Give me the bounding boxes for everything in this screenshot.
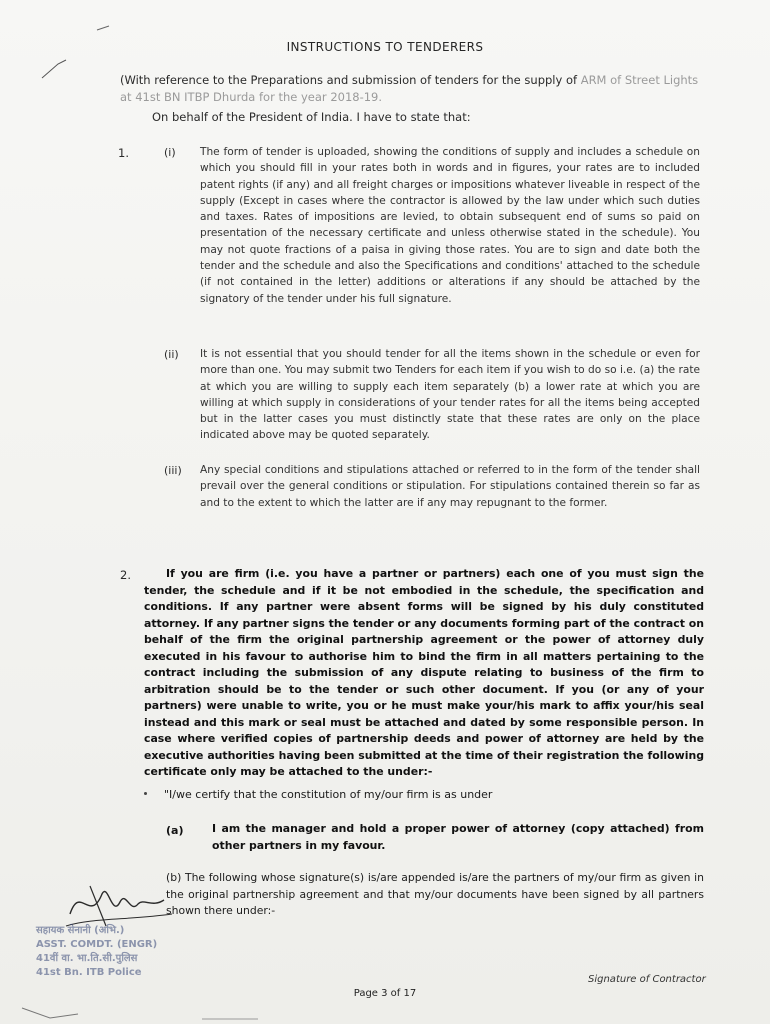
stamp-line: 41वीं वा. भा.ति.सी.पुलिस [36, 953, 138, 964]
intro-text: (With reference to the Preparations and submission of tenders for the supply of [120, 73, 581, 87]
scan-mark-icon [95, 22, 115, 34]
intro-reference [120, 72, 710, 106]
item-number: 2. [120, 568, 131, 582]
cert-a-label: (a) [166, 824, 184, 837]
clause-1-i-text: The form of tender is uploaded, showing the conditions of supply and includes a schedule on which you should fill in your rates both in words and in figures, your rates are to included patent rights (if any) and all freight charges or impositions whatever liveable in respect of the supply (Except in cases where the contractor is allowed by the law under which such duties and taxes. Rates of impositions are levied, to obtain subsequent end of sums so paid on presentation of the necessary certificate and unless otherwise stated in the schedule). You may not quote fractions of a paisa in giving those rates. You are to sign and date both the tender and the schedule and also the Specifications and conditions' attached to the schedule (if not contained in the letter) additions or alterations if any should be attached by the signatory of the tender under his full signature. [200, 146, 700, 305]
official-stamp [36, 924, 186, 980]
stamp-line: सहायक सेनानी (अभि.) [36, 925, 125, 936]
scan-mark-icon [200, 1016, 260, 1022]
signature-of-contractor: Signature of Contractor [588, 974, 706, 985]
stamp-line: ASST. COMDT. (ENGR) [36, 939, 158, 950]
clause-1-ii-text: It is not essential that you should tender for all the items shown in the schedule or even for more than one. You may submit two Tenders for each item if you wish to do so i.e. (a) the rate at which you are willing to supply each item separately (b) a lower rate at which you are willing at which supply in considerations of your tender rates for all the items being accepted but in the latter cases you must distinctly state that these rates are only on the place indicated above may be quoted separately. [200, 348, 700, 442]
bullet-dot [144, 792, 147, 795]
certificate-intro: "I/we certify that the constitution of my/our firm is as under [164, 788, 493, 801]
stamp-line: 41st Bn. ITB Police [36, 967, 142, 978]
intro-faded-text: ARM of Street Lights at 41st BN ITBP Dhurda for the year 2018-19. [120, 73, 699, 104]
page-number: Page 3 of 17 [353, 988, 417, 999]
sub-label: (i) [164, 146, 176, 159]
cert-a-text: I am the manager and hold a proper power of attorney (copy attached) from other partners in my favour. [212, 822, 704, 852]
item-number: 1. [118, 146, 129, 160]
sub-label: (iii) [164, 464, 182, 477]
sub-label: (ii) [164, 348, 179, 361]
scan-mark-icon [20, 1004, 80, 1022]
page-title: INSTRUCTIONS TO TENDERERS [286, 40, 484, 54]
clause-2-text: If you are firm (i.e. you have a partner or partners) each one of you must sign the tender, the schedule and if it be not embodied in the schedule, the specification and conditions. If any partner were absent forms will be signed by his duly constituted attorney. If any partner signs the tender or any documents forming part of the contract on behalf of the firm the original partnership agreement or the power of attorney duly executed in his favour to authorise him to bind the firm in all matters pertaining to the contract including the submission of any dispute relating to business of the firm to arbitration should be to the tender or such other document. If you (or any of your partners) were unable to write, you or he must make your/his mark to affix your/his seal instead and this mark or seal must be attached and dated by some responsible person. In case where verified copies of partnership deeds and power of attorney are held by the executive authorities having been submitted at the time of their registration the following certificate only may be attached to the under:- [144, 567, 704, 778]
cert-b-text: (b) The following whose signature(s) is/are appended is/are the partners of my/our firm as given in the original partnership agreement and that my/our documents have been signed by all partners shown there under:- [166, 871, 704, 917]
clause-1-iii-text: Any special conditions and stipulations attached or referred to in the form of the tender shall prevail over the general conditions or stipulation. For stipulations contained therein so far as and to the extent to which the latter are if any may repugnant to the former. [200, 464, 700, 509]
scan-mark-icon [40, 50, 80, 80]
on-behalf-statement: On behalf of the President of India. I have to state that: [152, 110, 471, 124]
